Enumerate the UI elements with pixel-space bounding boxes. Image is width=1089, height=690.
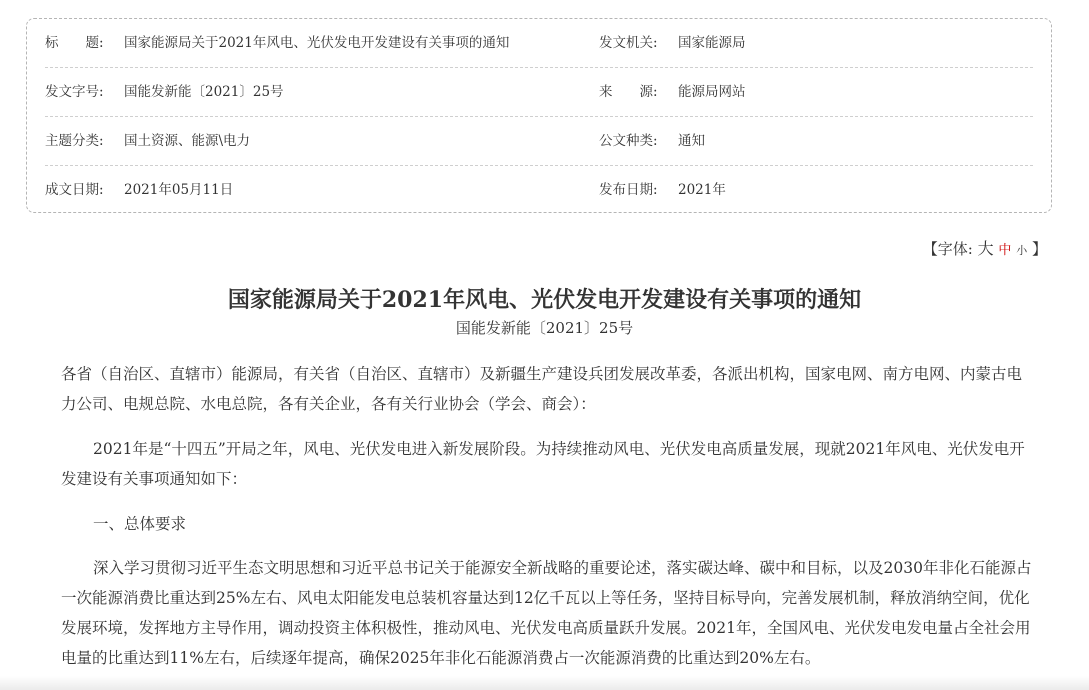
- section-body-paragraph: 深入学习贯彻习近平生态文明思想和习近平总书记关于能源安全新战略的重要论述，落实碳达峰、碳中和目标，以及2030年非化石能源占一次能源消费比重达到25%左右、风电太阳能发电总装机容量达到12亿千瓦以上等任务，坚持目标导向，完善发展机制，释放消纳空间，优化发展环境，发挥地方主导作用，调动投资主体积极性，推动风电、光伏发电高质量跃升发展。2021年，全国风电、光伏发电发电量占全社会用电量的比重达到11%左右，后续逐年提高，确保2025年非化石能源消费占一次能源消费的比重达到20%左右。: [61, 559, 1032, 667]
- font-size-switcher: [923, 236, 1047, 259]
- title-label: 标 题:: [45, 35, 104, 51]
- font-size-large-button[interactable]: 大: [977, 239, 994, 258]
- doc-number-label: 发文字号:: [45, 84, 104, 100]
- written-date-value: 2021年05月11日: [124, 182, 234, 198]
- font-switch-open: 【字体:: [922, 240, 973, 258]
- doc-type-label: 公文种类:: [599, 133, 658, 149]
- publish-date-value: 2021年: [678, 182, 726, 198]
- doc-number-value: 国能发新能〔2021〕25号: [124, 84, 284, 100]
- font-size-medium-button[interactable]: 中: [998, 243, 1012, 258]
- meta-row-docno: [45, 68, 1033, 117]
- recipients-paragraph: 各省（自治区、直辖市）能源局，有关省（自治区、直辖市）及新疆生产建设兵团发展改革委，各派出机构，国家电网、南方电网、内蒙古电力公司、电规总院、水电总院，各有关企业，各有关行业协会（学会、商会）：: [61, 365, 1023, 413]
- meta-row-title: [45, 19, 1033, 68]
- publish-date-label: 发布日期:: [599, 182, 658, 198]
- title-value: 国家能源局关于2021年风电、光伏发电开发建设有关事项的通知: [124, 35, 510, 51]
- font-size-small-button[interactable]: 小: [1016, 244, 1028, 257]
- document-number: 国能发新能〔2021〕25号: [455, 319, 634, 337]
- topic-value: 国土资源、能源\电力: [124, 133, 251, 149]
- document-title: 国家能源局关于2021年风电、光伏发电开发建设有关事项的通知: [227, 287, 862, 313]
- written-date-label: 成文日期:: [45, 182, 104, 198]
- section-heading: 一、总体要求: [93, 515, 187, 533]
- meta-row-topic: [45, 117, 1033, 166]
- topic-label: 主题分类:: [45, 133, 104, 149]
- font-switch-close: 】: [1031, 240, 1047, 258]
- meta-row-date: [45, 166, 1033, 215]
- source-label: 来 源:: [599, 84, 658, 100]
- issuer-value: 国家能源局: [678, 35, 746, 51]
- issuer-label: 发文机关:: [599, 35, 658, 51]
- metadata-panel: [26, 18, 1052, 213]
- doc-type-value: 通知: [678, 133, 705, 149]
- source-value: 能源局网站: [678, 84, 746, 100]
- intro-paragraph: 2021年是“十四五”开局之年，风电、光伏发电进入新发展阶段。为持续推动风电、光伏发电高质量发展，现就2021年风电、光伏发电开发建设有关事项通知如下：: [61, 440, 1025, 488]
- bottom-fade: [0, 676, 1089, 690]
